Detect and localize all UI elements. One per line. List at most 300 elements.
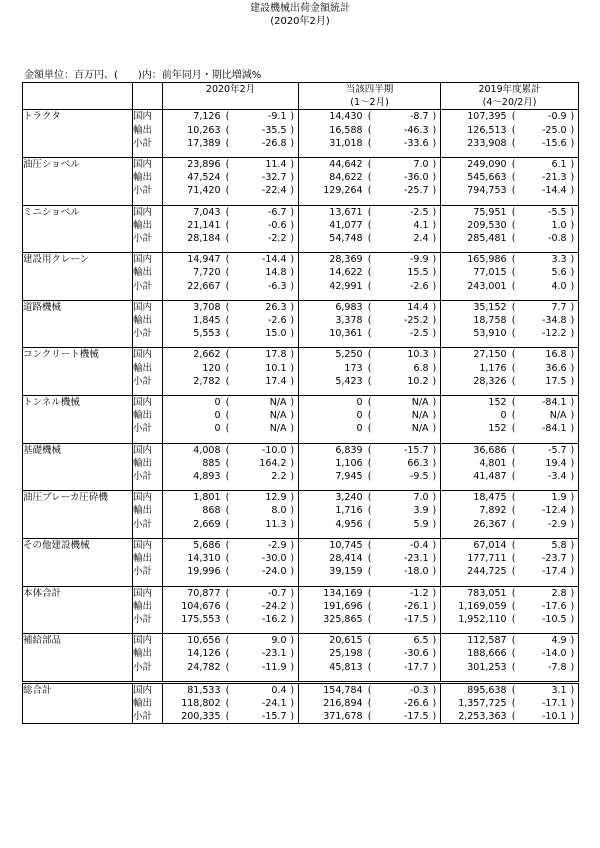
paren-close: ): [567, 565, 579, 578]
paren-close: ): [429, 348, 441, 362]
paren-close: ): [429, 158, 441, 172]
paren-close: ): [287, 205, 299, 219]
paren-open: (: [511, 600, 516, 612]
change-percent-cell: -11.9: [261, 661, 287, 673]
change-percent-cell: 3.3: [521, 253, 567, 267]
change-percent-cell: N/A: [411, 423, 429, 435]
header-month: 2020年2月: [163, 83, 299, 97]
change-percent-cell: -33.6: [403, 137, 429, 149]
paren-open: (: [221, 443, 235, 457]
paren-open: (: [221, 300, 235, 314]
paren-open: (: [225, 172, 230, 184]
row-label: 輸出: [133, 457, 163, 470]
amount-cell: 0: [441, 409, 507, 422]
paren-close: ): [567, 314, 579, 327]
category-spacer: [23, 674, 579, 683]
paren-open: (: [367, 553, 372, 565]
paren-open: (: [511, 471, 516, 483]
table-row: [23, 314, 579, 327]
paren-close: ): [432, 410, 437, 422]
row-label: 国内: [133, 300, 163, 314]
amount-cell: 545,663: [441, 171, 507, 184]
amount-cell: 243,001: [441, 280, 507, 293]
change-percent-cell: 6.8: [413, 362, 429, 374]
table-row: [23, 538, 579, 552]
paren-open: (: [367, 613, 372, 625]
paren-close: ): [290, 111, 295, 123]
amount-cell: 120: [163, 362, 221, 375]
row-label: 輸出: [133, 171, 163, 184]
amount-cell: 191,696: [299, 600, 363, 613]
paren-close: ): [567, 470, 579, 483]
paren-open: (: [507, 538, 521, 552]
table-row: [23, 396, 579, 410]
header-cumulative-range: (4～20/2月): [441, 96, 579, 110]
amount-cell: 70,877: [163, 586, 221, 600]
change-percent-cell: -1.2: [377, 586, 429, 600]
change-percent-cell: N/A: [411, 410, 429, 422]
paren-open: (: [367, 410, 372, 422]
change-percent-cell: 3.1: [521, 682, 567, 697]
amount-cell: 14,430: [299, 110, 363, 124]
row-label: 輸出: [133, 362, 163, 375]
paren-close: ): [432, 233, 437, 245]
change-percent-cell: -14.4: [235, 253, 287, 267]
amount-cell: 18,475: [441, 491, 507, 505]
paren-open: (: [367, 137, 372, 149]
paren-close: ): [287, 538, 299, 552]
paren-open: (: [367, 233, 372, 245]
paren-open: (: [363, 348, 377, 362]
change-percent-cell: -36.0: [403, 172, 429, 184]
paren-close: ): [432, 661, 437, 673]
paren-open: (: [367, 457, 372, 469]
paren-close: ): [432, 362, 437, 374]
amount-cell: 35,152: [441, 300, 507, 314]
change-percent-cell: -17.6: [541, 600, 567, 612]
change-percent-cell: 10.3: [377, 348, 429, 362]
amount-cell: 794,753: [441, 184, 507, 197]
paren-open: (: [221, 538, 235, 552]
paren-open: (: [367, 362, 372, 374]
table-row: [23, 184, 579, 197]
paren-open: (: [221, 586, 235, 600]
paren-close: ): [567, 137, 579, 150]
paren-close: ): [287, 300, 299, 314]
table-row: [23, 266, 579, 279]
paren-close: ): [567, 504, 579, 517]
table-row: [23, 682, 579, 697]
paren-open: (: [225, 505, 230, 517]
change-percent-cell: 8.0: [271, 505, 287, 517]
paren-close: ): [432, 553, 437, 565]
amount-cell: 1,801: [163, 491, 221, 505]
paren-open: (: [511, 124, 516, 136]
amount-cell: 6,983: [299, 300, 363, 314]
table-row: [23, 697, 579, 710]
amount-cell: 41,487: [441, 470, 507, 483]
amount-cell: 134,169: [299, 586, 363, 600]
amount-cell: 7,892: [441, 504, 507, 517]
paren-open: (: [367, 219, 372, 231]
paren-close: ): [290, 505, 295, 517]
paren-close: ): [567, 661, 579, 674]
paren-open: (: [511, 233, 516, 245]
change-percent-cell: -17.7: [403, 661, 429, 673]
amount-cell: 7,720: [163, 266, 221, 279]
paren-close: ): [287, 586, 299, 600]
paren-open: (: [367, 111, 372, 123]
table-row: [23, 232, 579, 245]
row-label: 国内: [133, 253, 163, 267]
category-name: 建設用クレーン: [23, 253, 133, 267]
paren-close: ): [290, 233, 295, 245]
change-percent-cell: -24.2: [261, 600, 287, 612]
paren-close: ): [290, 457, 295, 469]
paren-close: ): [287, 396, 299, 410]
table-row: [23, 253, 579, 267]
amount-cell: 2,669: [163, 518, 221, 531]
change-percent-cell: -23.1: [261, 648, 287, 660]
change-percent-cell: N/A: [269, 410, 287, 422]
category-spacer: [23, 626, 579, 634]
paren-open: (: [507, 491, 521, 505]
paren-close: ): [432, 423, 437, 435]
amount-cell: 2,662: [163, 348, 221, 362]
category-spacer: [23, 293, 579, 301]
change-percent-cell: 10.1: [265, 362, 287, 374]
paren-open: (: [225, 553, 230, 565]
paren-close: ): [432, 648, 437, 660]
row-label: 小計: [133, 470, 163, 483]
amount-cell: 1,169,059: [441, 600, 507, 613]
amount-cell: 14,622: [299, 266, 363, 279]
amount-cell: 152: [441, 396, 507, 410]
row-label: 輸出: [133, 266, 163, 279]
change-percent-cell: 3.9: [413, 505, 429, 517]
row-label: 輸出: [133, 697, 163, 710]
paren-open: (: [367, 280, 372, 292]
amount-cell: 10,745: [299, 538, 363, 552]
change-percent-cell: 164.2: [259, 457, 287, 469]
table-row: [23, 470, 579, 483]
paren-close: ): [429, 205, 441, 219]
change-percent-cell: 5.6: [551, 267, 567, 279]
paren-open: (: [507, 396, 521, 410]
change-percent-cell: -2.6: [267, 315, 287, 327]
amount-cell: 54,748: [299, 232, 363, 245]
category-name: 総合計: [23, 682, 133, 697]
paren-open: (: [363, 443, 377, 457]
paren-open: (: [221, 634, 235, 648]
table-row: [23, 280, 579, 293]
paren-open: (: [225, 600, 230, 612]
paren-close: ): [432, 600, 437, 612]
change-percent-cell: -5.5: [521, 205, 567, 219]
amount-cell: 154,784: [299, 682, 363, 697]
change-percent-cell: -17.5: [403, 613, 429, 625]
paren-close: ): [567, 518, 579, 531]
change-percent-cell: -17.5: [377, 710, 429, 724]
paren-close: ): [567, 443, 579, 457]
change-percent-cell: -30.0: [261, 553, 287, 565]
amount-cell: 7,043: [163, 205, 221, 219]
paren-close: ): [567, 266, 579, 279]
change-percent-cell: -15.6: [541, 137, 567, 149]
change-percent-cell: 10.2: [407, 375, 429, 387]
paren-open: (: [363, 253, 377, 267]
amount-cell: 104,676: [163, 600, 221, 613]
change-percent-cell: 17.5: [545, 375, 567, 387]
paren-open: (: [363, 586, 377, 600]
amount-cell: 301,253: [441, 661, 507, 674]
change-percent-cell: -0.7: [235, 586, 287, 600]
table-row: [23, 491, 579, 505]
paren-close: ): [432, 518, 437, 530]
change-percent-cell: -35.5: [261, 124, 287, 136]
table-row: [23, 710, 579, 724]
paren-open: (: [367, 471, 372, 483]
change-percent-cell: -5.7: [521, 443, 567, 457]
change-percent-cell: -84.1: [541, 423, 567, 435]
paren-close: ): [567, 710, 579, 724]
paren-close: ): [567, 253, 579, 267]
amount-cell: 7,126: [163, 110, 221, 124]
amount-cell: 126,513: [441, 124, 507, 137]
paren-open: (: [225, 648, 230, 660]
paren-close: ): [290, 219, 295, 231]
change-percent-cell: -14.0: [541, 648, 567, 660]
table-row: [23, 552, 579, 565]
paren-open: (: [511, 697, 516, 709]
change-percent-cell: -15.7: [235, 710, 287, 724]
paren-close: ): [432, 697, 437, 709]
paren-open: (: [511, 280, 516, 292]
amount-cell: 28,184: [163, 232, 221, 245]
row-label: 輸出: [133, 314, 163, 327]
paren-open: (: [221, 682, 235, 697]
change-percent-cell: 5.8: [521, 538, 567, 552]
row-label: 小計: [133, 280, 163, 293]
table-row: [23, 457, 579, 470]
paren-open: (: [367, 375, 372, 387]
amount-cell: 31,018: [299, 137, 363, 150]
paren-close: ): [432, 375, 437, 387]
amount-cell: 233,908: [441, 137, 507, 150]
paren-close: ): [567, 409, 579, 422]
change-percent-cell: -0.4: [377, 538, 429, 552]
paren-close: ): [432, 185, 437, 197]
paren-open: (: [363, 300, 377, 314]
paren-open: (: [511, 185, 516, 197]
change-percent-cell: 19.4: [545, 457, 567, 469]
paren-open: (: [225, 423, 230, 435]
paren-close: ): [432, 566, 437, 578]
row-label: 国内: [133, 205, 163, 219]
category-name: ミニショベル: [23, 205, 133, 219]
amount-cell: 5,423: [299, 375, 363, 388]
amount-cell: 6,839: [299, 443, 363, 457]
change-percent-cell: 1.0: [551, 219, 567, 231]
amount-cell: 23,896: [163, 158, 221, 172]
category-name: 基礎機械: [23, 443, 133, 457]
row-label: 輸出: [133, 219, 163, 232]
paren-close: ): [567, 682, 579, 697]
paren-close: ): [432, 137, 437, 149]
paren-close: ): [432, 505, 437, 517]
change-percent-cell: -9.5: [410, 471, 429, 483]
row-label: 国内: [133, 348, 163, 362]
paren-open: (: [367, 697, 372, 709]
paren-close: ): [290, 648, 295, 660]
paren-open: (: [511, 219, 516, 231]
category-name: 本体合計: [23, 586, 133, 600]
amount-cell: 84,622: [299, 171, 363, 184]
row-label: 小計: [133, 661, 163, 674]
paren-close: ): [567, 184, 579, 197]
row-label: 小計: [133, 375, 163, 388]
amount-cell: 5,553: [163, 327, 221, 340]
amount-cell: 2,782: [163, 375, 221, 388]
amount-cell: 244,725: [441, 565, 507, 578]
row-label: 小計: [133, 137, 163, 150]
amount-cell: 895,638: [441, 682, 507, 697]
amount-cell: 4,893: [163, 470, 221, 483]
change-percent-cell: -12.2: [541, 328, 567, 340]
paren-open: (: [225, 267, 230, 279]
paren-close: ): [290, 267, 295, 279]
paren-close: ): [290, 553, 295, 565]
paren-open: (: [367, 328, 372, 340]
row-label: 小計: [133, 565, 163, 578]
amount-cell: 41,077: [299, 219, 363, 232]
change-percent-cell: 17.8: [235, 348, 287, 362]
table-row: [23, 518, 579, 531]
paren-close: ): [567, 124, 579, 137]
change-percent-cell: 15.0: [265, 328, 287, 340]
amount-cell: 371,678: [299, 710, 363, 724]
paren-close: ): [290, 172, 295, 184]
paren-close: ): [290, 362, 295, 374]
paren-close: ): [429, 253, 441, 267]
paren-close: ): [567, 634, 579, 648]
paren-close: ): [287, 158, 299, 172]
paren-close: ): [432, 328, 437, 340]
table-row: [23, 613, 579, 626]
paren-close: ): [567, 600, 579, 613]
change-percent-cell: -23.1: [403, 553, 429, 565]
header-quarter: 当該四半期: [299, 83, 441, 97]
paren-close: ): [429, 710, 441, 724]
category-spacer: [23, 198, 579, 206]
paren-close: ): [290, 328, 295, 340]
amount-cell: 4,801: [441, 457, 507, 470]
row-label: 小計: [133, 184, 163, 197]
paren-open: (: [511, 648, 516, 660]
change-percent-cell: -22.4: [261, 185, 287, 197]
paren-open: (: [367, 185, 372, 197]
paren-open: (: [511, 172, 516, 184]
paren-open: (: [511, 315, 516, 327]
paren-open: (: [511, 613, 516, 625]
paren-open: (: [225, 124, 230, 136]
amount-cell: 216,894: [299, 697, 363, 710]
amount-cell: 81,533: [163, 682, 221, 697]
amount-cell: 14,126: [163, 647, 221, 660]
change-percent-cell: -3.4: [548, 471, 567, 483]
paren-close: ): [290, 471, 295, 483]
paren-close: ): [567, 362, 579, 375]
change-percent-cell: 66.3: [407, 457, 429, 469]
paren-close: ): [567, 422, 579, 435]
paren-open: (: [511, 267, 516, 279]
paren-close: ): [567, 158, 579, 172]
amount-cell: 36,686: [441, 443, 507, 457]
paren-open: (: [367, 172, 372, 184]
amount-cell: 5,250: [299, 348, 363, 362]
paren-close: ): [567, 586, 579, 600]
header-cumulative: 2019年度累計: [441, 83, 579, 97]
amount-cell: 27,150: [441, 348, 507, 362]
paren-close: ): [290, 410, 295, 422]
change-percent-cell: -0.6: [267, 219, 287, 231]
table-row: [23, 661, 579, 674]
paren-open: (: [363, 710, 377, 724]
row-label: 国内: [133, 158, 163, 172]
table-row: [23, 124, 579, 137]
paren-open: (: [225, 280, 230, 292]
paren-open: (: [511, 661, 516, 673]
amount-cell: 1,357,725: [441, 697, 507, 710]
amount-cell: 10,361: [299, 327, 363, 340]
amount-cell: 0: [163, 396, 221, 410]
change-percent-cell: -0.3: [377, 682, 429, 697]
amount-cell: 285,481: [441, 232, 507, 245]
change-percent-cell: 7.0: [377, 158, 429, 172]
paren-open: (: [225, 328, 230, 340]
paren-close: ): [432, 111, 437, 123]
category-spacer: [23, 245, 579, 253]
paren-open: (: [221, 491, 235, 505]
change-percent-cell: -0.8: [548, 233, 567, 245]
paren-open: (: [367, 267, 372, 279]
paren-open: (: [511, 111, 516, 123]
paren-close: ): [287, 348, 299, 362]
paren-close: ): [290, 124, 295, 136]
paren-close: ): [567, 219, 579, 232]
change-percent-cell: 2.4: [413, 233, 429, 245]
table-row: [23, 422, 579, 435]
amount-cell: 7,945: [299, 470, 363, 483]
change-percent-cell: 4.9: [521, 634, 567, 648]
paren-open: (: [221, 348, 235, 362]
amount-cell: 175,553: [163, 613, 221, 626]
change-percent-cell: 4.0: [551, 280, 567, 292]
row-label: 小計: [133, 710, 163, 724]
table-row: [23, 110, 579, 124]
amount-cell: 129,264: [299, 184, 363, 197]
category-name: その他建設機械: [23, 538, 133, 552]
paren-close: ): [290, 566, 295, 578]
row-label: 国内: [133, 396, 163, 410]
paren-open: (: [225, 111, 230, 123]
change-percent-cell: N/A: [235, 396, 287, 410]
paren-open: (: [367, 648, 372, 660]
change-percent-cell: -26.1: [403, 600, 429, 612]
change-percent-cell: 26.3: [235, 300, 287, 314]
table-row: [23, 375, 579, 388]
paren-close: ): [287, 443, 299, 457]
